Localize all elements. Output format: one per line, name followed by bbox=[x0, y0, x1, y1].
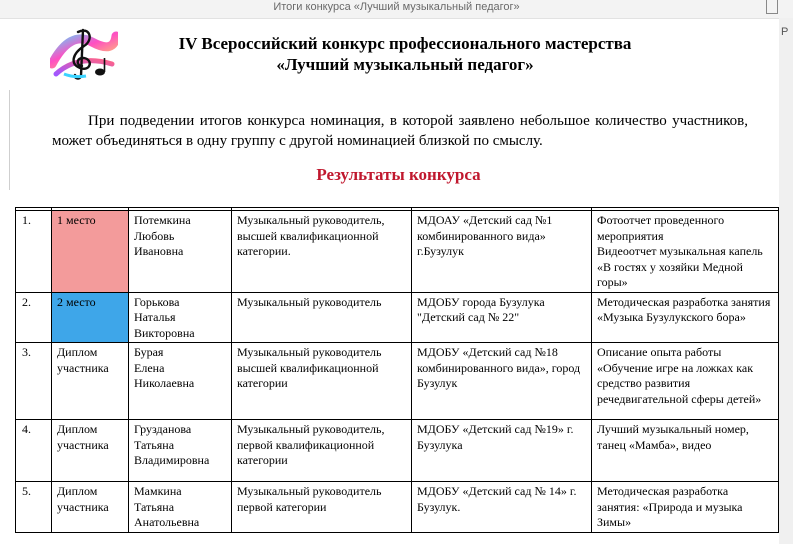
results-title: Результаты конкурса bbox=[316, 165, 481, 184]
participant-name bbox=[129, 343, 232, 420]
row-number: 5. bbox=[16, 482, 52, 533]
row-number: 2. bbox=[16, 292, 52, 343]
treble-clef-logo bbox=[50, 24, 118, 80]
row-number: 1. bbox=[16, 211, 52, 293]
first-name: Елена bbox=[134, 360, 165, 375]
organization-cell: МДОБУ «Детский сад №18 комбинированного вида», город Бузулук bbox=[412, 343, 592, 420]
patronymic: Николаевна bbox=[134, 376, 195, 390]
surname: Мамкина bbox=[134, 484, 182, 498]
heading-line-1: IV Всероссийский конкурс профессионального мастерства bbox=[178, 34, 632, 53]
page-corner-icon[interactable] bbox=[766, 0, 778, 14]
surname: Потемкина bbox=[134, 213, 191, 227]
table-row bbox=[16, 211, 779, 293]
page-glyph-icon: Р bbox=[781, 26, 789, 38]
participant-name bbox=[129, 292, 232, 343]
results-table bbox=[15, 207, 779, 533]
work-cell bbox=[592, 343, 779, 420]
row-number: 3. bbox=[16, 343, 52, 420]
patronymic: Анатольевна bbox=[134, 515, 200, 529]
place-cell: Диплом участника bbox=[52, 420, 129, 482]
patronymic: Владимировна bbox=[134, 453, 210, 467]
work-cell bbox=[592, 482, 779, 533]
position-cell: Музыкальный руководитель, высшей квалификационной категории. bbox=[232, 211, 412, 293]
first-name: Наталья bbox=[134, 310, 176, 324]
participant-name bbox=[129, 420, 232, 482]
first-name: Татьяна bbox=[134, 437, 175, 452]
table-row bbox=[16, 420, 779, 482]
organization-cell: МДОАУ «Детский сад №1 комбинированного вида» г.Бузулук bbox=[412, 211, 592, 293]
participant-name bbox=[129, 211, 232, 293]
place-cell: Диплом участника bbox=[52, 343, 129, 420]
row-number: 4. bbox=[16, 420, 52, 482]
work-cell bbox=[592, 211, 779, 293]
organization-cell: МДОБУ города Бузулука "Детский сад № 22" bbox=[412, 292, 592, 343]
work-line: Методическая разработка занятия bbox=[597, 294, 771, 309]
work-line: «Музыка Бузулукского бора» bbox=[597, 310, 746, 324]
work-cell bbox=[592, 420, 779, 482]
position-cell: Музыкальный руководитель первой категории bbox=[232, 482, 412, 533]
place-cell: 1 место bbox=[52, 211, 129, 293]
position-cell: Музыкальный руководитель, первой квалификационной категории bbox=[232, 420, 412, 482]
work-line: Методическая разработка занятия: «Природа и музыка Зимы» bbox=[597, 484, 743, 529]
organization-cell: МДОБУ «Детский сад № 14» г. Бузулук. bbox=[412, 482, 592, 533]
work-line: Описание опыта работы «Обучение игре на ложках как средство развития речедвигательной сферы детей» bbox=[597, 345, 762, 406]
organization-cell: МДОБУ «Детский сад №19» г. Бузулука bbox=[412, 420, 592, 482]
position-cell: Музыкальный руководитель bbox=[232, 292, 412, 343]
right-scroll-edge[interactable] bbox=[779, 18, 793, 544]
work-line: Фотоотчет проведенного мероприятия bbox=[597, 213, 725, 243]
table-row bbox=[16, 343, 779, 420]
surname: Бурая bbox=[134, 345, 164, 359]
table-row bbox=[16, 292, 779, 343]
window-title: Итоги конкурса «Лучший музыкальный педагог» bbox=[273, 1, 520, 13]
participant-name bbox=[129, 482, 232, 533]
work-line: Видеоотчет музыкальная капель «В гостях у хозяйки Медной горы» bbox=[597, 244, 763, 289]
patronymic: Ивановна bbox=[134, 244, 184, 258]
intro-paragraph: При подведении итогов конкурса номинация, в которой заявлено небольшое количество участников, может объединяться в одну группу с другой номинацией близкой по смыслу. bbox=[52, 113, 748, 149]
first-name: Любовь bbox=[134, 228, 175, 243]
work-line: Лучший музыкальный номер, танец «Мамба», видео bbox=[597, 422, 749, 452]
table-row bbox=[16, 482, 779, 533]
surname: Горькова bbox=[134, 294, 180, 309]
work-cell bbox=[592, 292, 779, 343]
position-cell: Музыкальный руководитель высшей квалификационной категории bbox=[232, 343, 412, 420]
surname: Грузданова bbox=[134, 422, 192, 436]
heading-line-2: «Лучший музыкальный педагог» bbox=[276, 55, 534, 74]
contest-heading bbox=[110, 33, 700, 75]
place-cell: 2 место bbox=[52, 292, 129, 343]
patronymic: Викторовна bbox=[134, 325, 195, 340]
first-name: Татьяна bbox=[134, 499, 175, 514]
place-cell: Диплом участника bbox=[52, 482, 129, 533]
window-titlebar bbox=[0, 0, 793, 19]
